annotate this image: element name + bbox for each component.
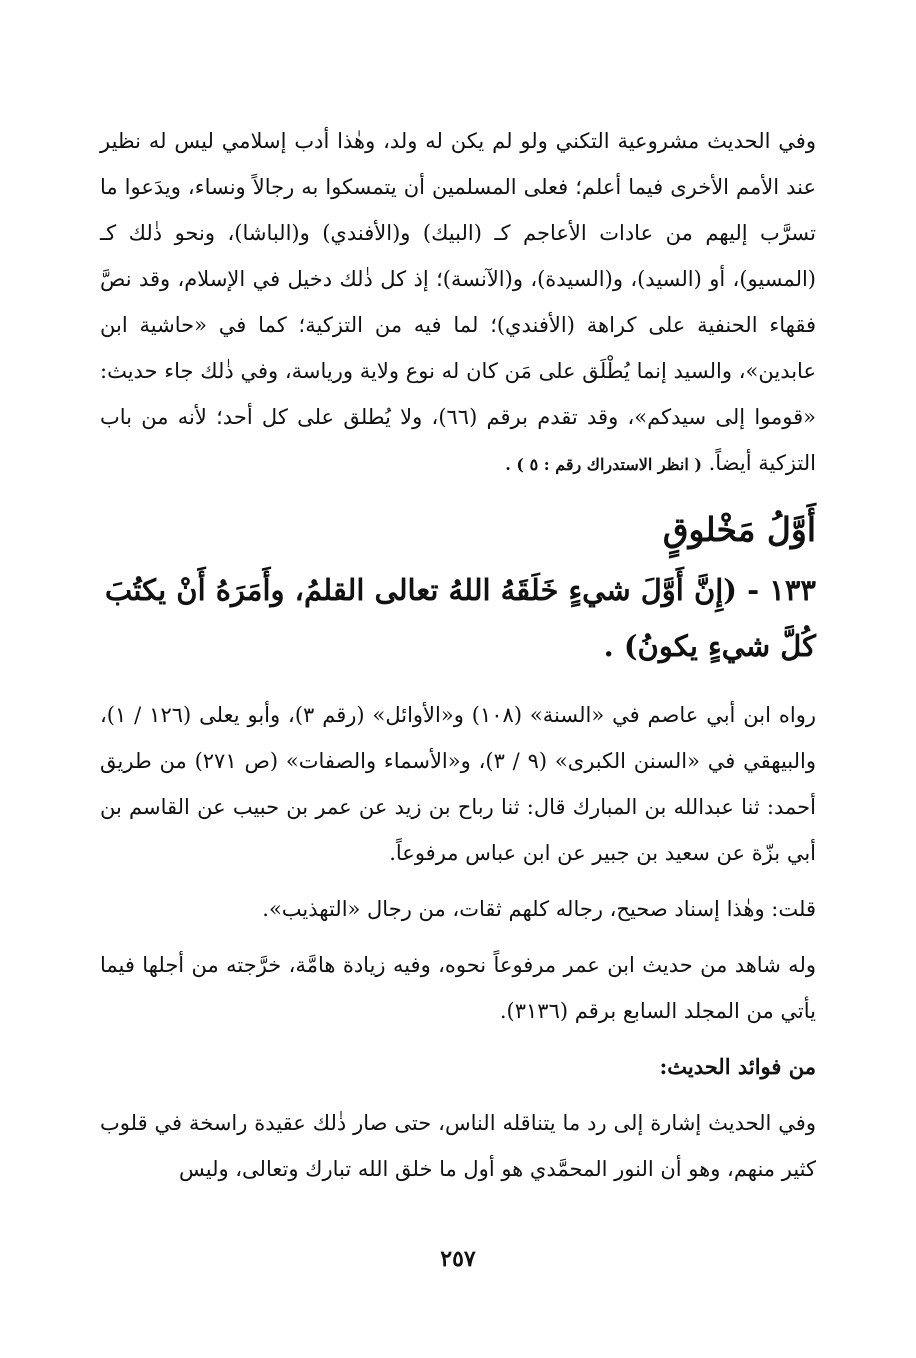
paragraph-takhrij: رواه ابن أبي عاصم في «السنة» (١٠٨) و«الأوائل» (رقم ٣)، وأبو يعلى (١٢٦ / ١)، والبيهقي في «السنن الكبرى» (٩ / ٣)، و«الأسماء والصفات» (ص ٢٧١) من طريق أحمد: ثنا عبدالله بن المبارك قال: ثنا رباح بن زيد عن عمر بن حبيب عن القاسم بن أبي بزّة عن سعيد بن جبير عن ابن عباس مرفوعاً.: [100, 703, 817, 865]
paragraph-verdict: قلت: وهٰذا إسناد صحيح، رجاله كلهم ثقات، من رجال «التهذيب».: [262, 897, 816, 921]
paragraph-kunya: [100, 118, 816, 488]
section-heading: أَوَّلُ مَخْلوقٍ: [662, 510, 816, 549]
hadith-text: ١٣٣ - (إِنَّ أَوَّلَ شيءٍ خَلَقَهُ اللهُ تعالى القلمُ، وأَمَرَهُ أَنْ يكتُبَ كُلَّ شيءٍ يكونُ) .: [104, 573, 816, 663]
benefits-heading: من فوائد الحديث:: [659, 1054, 816, 1079]
page-body: [100, 118, 816, 1192]
paragraph-benefits: وفي الحديث إشارة إلى رد ما يتناقله الناس، حتى صار ذٰلك عقيدة راسخة في قلوب كثير منهم، وهو أن النور المحمَّدي هو أول ما خلق الله تبارك وتعالى، وليس: [100, 1111, 816, 1181]
addendum-reference-note: ( انظر الاستدراك رقم : ٥ ) .: [505, 455, 702, 474]
paragraph-witness: وله شاهد من حديث ابن عمر مرفوعاً نحوه، وفيه زيادة هامَّة، خرَّجته من أجلها فيما يأتي من المجلد السابع برقم (٣١٣٦).: [100, 953, 816, 1023]
paragraph-kunya-text: وفي الحديث مشروعية التكني ولو لم يكن له ولد، وهٰذا أدب إسلامي ليس له نظير عند الأمم الأخرى فيما أعلم؛ فعلى المسلمين أن يتمسكوا به رجالاً ونساء، ويدَعوا ما تسرَّب إليهم من عادات الأعاجم كـ (البيك) و(الأفندي) و(الباشا)، ونحو ذٰلك كـ (المسيو)، أو (السيد)، و(السيدة)، و(الآنسة)؛ إذ كل ذٰلك دخيل في الإسلام، وقد نصَّ فقهاء الحنفية على كراهة (الأفندي)؛ لما فيه من التزكية؛ كما في «حاشية ابن عابدين»، والسيد إنما يُطْلَق على مَن كان له نوع ولاية ورياسة، وفي ذٰلك جاء حديث: «قوموا إلى سيدكم»، وقد تقدم برقم (٦٦)، ولا يُطلق على كل أحد؛ لأنه من باب التزكية أيضاً.: [100, 129, 816, 475]
page-number: ٢٥٧: [440, 1246, 476, 1272]
